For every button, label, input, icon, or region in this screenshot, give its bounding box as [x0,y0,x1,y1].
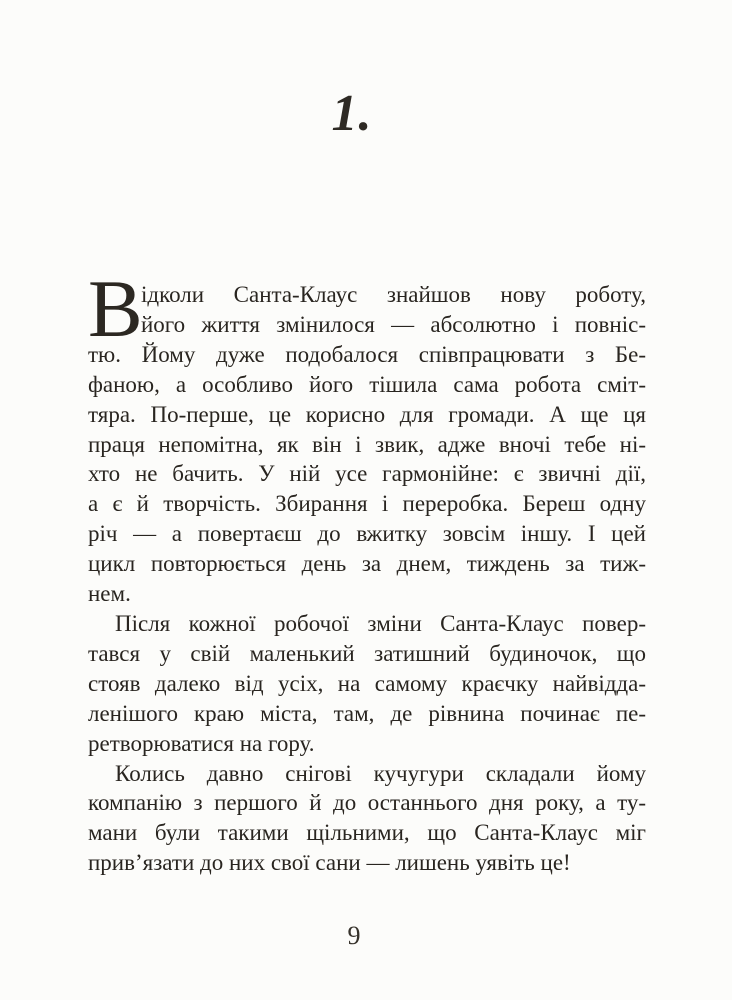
text-line: тю. Йому дуже подобалося співпрацювати з Бе- [88,341,646,367]
text-line: тяра. По-перше, це корисно для громади. А ще ця [88,401,646,427]
paragraph [88,609,646,759]
drop-cap: В [88,263,143,354]
text-block [88,263,646,878]
text-line: мани були такими щільними, що Санта-Клаус міг [88,820,646,846]
text-line: цикл повторюється день за днем, тиждень за тиж- [88,551,646,577]
text-line: тався у свій маленький затишний будиночок, що [88,640,646,666]
text-line: а є й творчість. Збирання і переробка. Береш одну [88,491,646,517]
text-line: прив’язати до них свої сани — лишень уявіть це! [88,850,571,876]
text-line: ленішого краю міста, там, де рівнина починає пе- [88,700,646,726]
text-line: хто не бачить. У ній усе гармонійне: є звичні дії, [88,461,646,487]
text-line: Колись давно снігові кучугури складали йому [115,760,646,786]
page-number: 9 [347,921,361,950]
text-line: ідколи Санта-Клаус знайшов нову роботу, [141,282,646,307]
chapter-number: 1. [331,85,373,142]
text-line: річ — а повертаєш до вжитку зовсім іншу. І цей [88,521,646,547]
text-line: Після кожної робочої зміни Санта-Клаус повер- [115,610,646,636]
paragraph [88,759,646,879]
text-line: компанію з першого й до останнього дня року, а ту- [88,790,646,816]
text-line: праця непомітна, як він і звик, адже вночі тебе ні- [88,431,646,457]
text-line: нем. [88,581,131,607]
paragraph [88,263,646,609]
text-line: фаною, а особливо його тішила сама робота сміт- [88,371,646,397]
text-line: ретворюватися на гору. [88,730,315,756]
text-line: стояв далеко від усіх, на самому краєчку найвідда- [88,670,646,696]
text-line: його життя змінилося — абсолютно і повніс- [141,311,646,337]
